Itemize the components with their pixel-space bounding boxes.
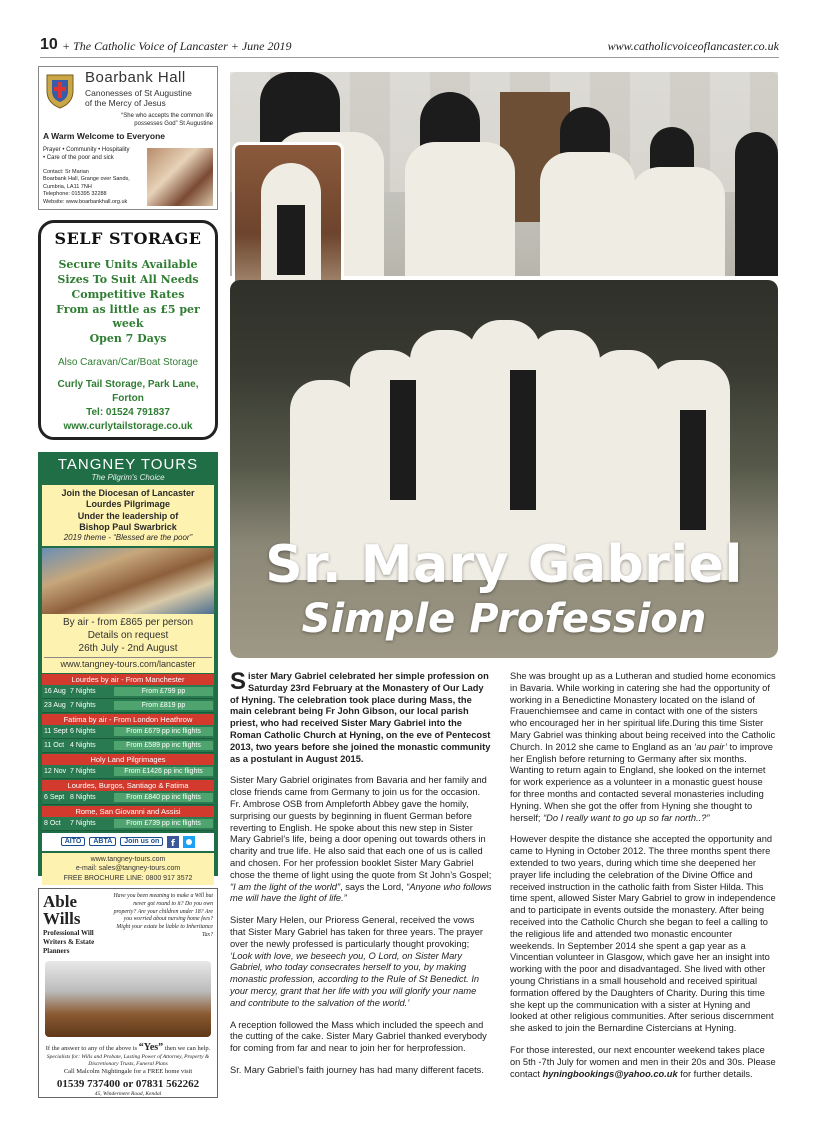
boarbank-subtitle	[85, 88, 192, 108]
tour-row[interactable]	[42, 725, 214, 739]
subtitle-line: of the Mercy of Jesus	[85, 98, 166, 109]
boarbank-hall-ad[interactable]	[38, 66, 218, 210]
boarbank-contact	[43, 169, 153, 206]
tour-section-heading: Lourdes, Burgos, Santiago & Fatima	[42, 780, 214, 791]
article-column-1	[230, 668, 492, 1087]
tangney-lancaster-link[interactable]: www.tangney-tours.com/lancaster	[44, 657, 212, 671]
social-join-label: Join us on	[120, 837, 163, 846]
crest-icon	[43, 71, 77, 109]
storage-address: Forton	[112, 393, 144, 405]
price-box	[42, 614, 214, 673]
contact-line: Boarbank Hall, Grange over Sands,	[43, 176, 130, 183]
tour-date: 11 Sept	[44, 727, 68, 735]
footer-brochure: FREE BROCHURE LINE: 0800 917 3572	[63, 874, 193, 882]
paragraph: Sr. Mary Gabriel’s faith journey has had many different facets.	[230, 1064, 484, 1075]
storage-line: Competitive Rates	[71, 287, 185, 301]
para-quote: “Anyone who follows me will have the light of life.”	[230, 881, 492, 904]
specialists: Specialists for: Wills and Probate, Lasting Power of Attorney, Property & Discretionary Trusts, Funeral Plans	[46, 1054, 210, 1068]
tour-nights: 7 Nights	[70, 767, 96, 775]
facebook-icon[interactable]	[167, 836, 179, 848]
scapular	[390, 380, 416, 500]
contact-line: Cumbria, LA11 7NH	[43, 183, 92, 190]
box-line: Join the Diocesan of Lancaster	[61, 488, 195, 498]
tour-row[interactable]	[42, 765, 214, 779]
website-link[interactable]: www.catholicvoiceoflancaster.co.uk	[607, 39, 779, 53]
accreditation-logos	[42, 833, 214, 851]
tour-date: 12 Nov	[44, 767, 67, 775]
tangney-logo: TANGNEY TOURS	[57, 456, 199, 473]
lead-text: ister Mary Gabriel celebrated her simple profession on Saturday 23rd February at the Monastery of Our Lady of Hyning. The celebration took place during Mass, the main celebrant being Fr John Gibson, our local parish priest, who had received Sister Mary Gabriel into the Roman Catholic Church at Hyning, on the eve of Pentecost 2013, two years before she joined the monastic community as a postulant in August 2015.	[230, 671, 491, 764]
boarbank-interior-photo	[147, 148, 213, 206]
tangney-footer	[42, 853, 214, 885]
tour-price: From £589 pp inc flights	[114, 741, 213, 750]
boarbank-quote: “She who accepts the common life possesses God” St Augustine	[121, 113, 213, 127]
tour-date: 6 Sept	[44, 793, 65, 801]
para-text: For those interested, our next encounter weekend takes place on 5th -7th July for women and men in their 20s and 30s. Please contact	[510, 1044, 776, 1079]
boarbank-welcome: A Warm Welcome to Everyone	[43, 131, 166, 141]
para-text: She was brought up as a Lutheran and studied home economics in Bavaria. While working in catering she had the opportunity of working in a Benedictine Monastery located on the island of Frauenchiemsee and came in contact with one of the sisters who encouraged her in her spiritual life.During this time Sister Mary Gabriel was thinking about being received into the Catholic Church. In 2012 she came to England as an	[510, 671, 776, 752]
tour-row[interactable]	[42, 699, 214, 713]
para-text: , says the Lord,	[340, 881, 407, 892]
tour-row[interactable]	[42, 817, 214, 831]
values-line: Prayer • Community • Hospitality	[43, 147, 130, 153]
tour-nights: 4 Nights	[70, 741, 96, 749]
article-title: Sr. Mary Gabriel	[265, 535, 743, 595]
tour-price: From £799 pp	[114, 687, 213, 696]
able-wills-subtitle: Professional Will Writers & Estate Planners	[43, 929, 95, 955]
paragraph: A reception followed the Mass which included the speech and the cutting of the cake. Sister Mary Gabriel thanked everybody for coming from far and near to join her for herprofession.	[230, 1019, 487, 1054]
boarbank-values	[43, 146, 143, 163]
call-line: Call Malcolm Nightingale for a FREE home visit	[63, 1068, 193, 1076]
storage-phone: Tel: 01524 791837	[86, 407, 170, 419]
box-theme: 2019 theme - “Blessed are the poor”	[63, 533, 193, 542]
tour-section-heading: Holy Land Pilgrimages	[42, 754, 214, 765]
tour-section-heading: Fatima by air - From London Heathrow	[42, 714, 214, 725]
publication-name: + The Catholic Voice of Lancaster + June 2019	[62, 39, 292, 53]
page-number: 10	[40, 36, 58, 53]
tour-date: 16 Aug	[44, 687, 66, 695]
article-column-2	[510, 671, 776, 1090]
storage-line: Sizes To Suit All Needs	[57, 272, 199, 286]
tour-price: From £1426 pp inc flights	[114, 767, 213, 776]
address: 45, Windermere Road, Kendal	[94, 1091, 162, 1098]
tour-nights: 7 Nights	[70, 687, 96, 695]
footer-web[interactable]: www.tangney-tours.com	[90, 855, 166, 863]
contact-line: Telephone: 015395 32288	[43, 191, 107, 198]
tour-row[interactable]	[42, 739, 214, 753]
storage-line: From as little as £5 per week	[56, 302, 200, 331]
self-storage-ad[interactable]	[38, 220, 218, 440]
storage-website[interactable]: www.curlytailstorage.co.uk	[63, 421, 193, 433]
box-line: Under the leadership of	[77, 510, 179, 521]
paragraph	[230, 915, 492, 1009]
tour-price: From £819 pp	[114, 701, 213, 710]
scapular	[277, 205, 305, 275]
tour-section-heading: Lourdes by air - From Manchester	[42, 674, 214, 685]
answer-pre: If the answer to any of the above is	[45, 1045, 138, 1052]
tour-price: From £739 pp inc flights	[114, 819, 213, 828]
tour-date: 11 Oct	[44, 741, 65, 749]
answer-post: then we can help.	[164, 1045, 211, 1052]
able-wills-ad[interactable]	[38, 888, 218, 1098]
tour-list	[42, 674, 214, 831]
storage-line: Open 7 Days	[89, 332, 167, 346]
able-wills-contact	[43, 1041, 213, 1098]
paragraph	[230, 775, 492, 905]
pen-and-inkwell-image	[45, 961, 211, 1037]
tangney-tours-ad[interactable]	[38, 452, 218, 882]
tour-date: 23 Aug	[44, 701, 66, 709]
boarbank-title: Boarbank Hall	[85, 69, 186, 86]
storage-line: Secure Units Available	[58, 258, 198, 271]
tour-price: From £679 pp inc flights	[114, 727, 213, 736]
storage-also: Also Caravan/Car/Boat Storage	[57, 357, 199, 369]
scapular	[510, 370, 536, 510]
paragraph	[510, 1045, 776, 1080]
box-line: Bishop Paul Swarbrick	[79, 521, 177, 532]
tour-nights: 8 Nights	[70, 793, 96, 801]
aito-logo: AITO	[61, 837, 86, 846]
paragraph: However despite the distance she accepted the opportunity and came to Hyning in October 2012. The three months spent there extended to two years, during which time she deepened her prayer life including the celebration of the Divine Office and received instruction in the catholic faith from Sister Hilda. This time spent, allowed Sister Mary Gabriel to grow in independence and to participate in events outside the monastery. After being received into the Catholic Church she began to feel a calling to the religious life and attended two monastic encounter weekends. In September 2014 she spent a gap year as a Vincentian volunteer in Glasgow, which gave her an insight into working with the poor and disadvantaged. She lived with other young Christians in a small household and received spiritual formation offered by the Daughters of Charity. During this time she kept up the communication with a sister at Hyning and looked at other religious communities. After serious discernment she asked to join the Bernardine Cistercians at Hyning.	[510, 834, 776, 1034]
para-text: Sister Mary Helen, our Prioress General, received the vows that Sister Mary Gabriel has taken for three years. The prayer over the newly professed is particularly thought provoking;	[230, 915, 484, 949]
nun-figure	[650, 127, 694, 171]
tour-row[interactable]	[42, 791, 214, 805]
para-quote: “Do I really want to go up so far north..?”	[543, 812, 710, 823]
contact-line: Contact: Sr Marian	[43, 169, 89, 175]
para-text: Sister Mary Gabriel originates from Bavaria and her family and close friends came from Germany to join us for the occasion. Fr. Ambrose OSB from Ampleforth Abbey gave the homily, surprising our guests by beginning in fluent German before reverting to English. He spoke about this new step in Sister Mary Gabriel’s life, being a door opening out towards others in charity and true life. He also said that each one of us is called and chosen. For her profession booklet Sister Mary Gabriel chose the theme of light using the quote from St John’s Gospel;	[230, 775, 492, 880]
drop-cap: S	[230, 668, 247, 695]
price-line: 26th July - 2nd August	[78, 643, 178, 654]
values-line: • Care of the poor and sick	[43, 155, 114, 162]
tour-date: 8 Oct	[44, 819, 61, 827]
para-quote: ‘au pair’	[694, 741, 727, 752]
nun-figure	[405, 142, 515, 276]
svg-text:f: f	[171, 838, 176, 849]
tour-price: From £840 pp inc flights	[114, 793, 213, 802]
nun-figure	[540, 152, 635, 276]
contact-email-link[interactable]: hyningbookings@yahoo.co.uk	[542, 1068, 678, 1079]
answer-line	[43, 1041, 213, 1054]
twitter-icon[interactable]	[183, 836, 195, 848]
lead-paragraph	[230, 668, 492, 765]
nun-figure	[735, 132, 778, 276]
article-subtitle: Simple Profession	[301, 596, 707, 642]
abta-logo: ABTA	[89, 837, 116, 846]
footer-email[interactable]: e-mail: sales@tangney-tours.com	[75, 865, 181, 873]
title-line: Wills	[43, 909, 81, 928]
para-text: for further details.	[677, 1068, 753, 1079]
tour-row[interactable]	[42, 685, 214, 699]
tour-nights: 7 Nights	[70, 819, 96, 827]
pilgrimage-photo	[42, 548, 214, 614]
price-line: Details on request	[87, 630, 169, 641]
nun-figure	[630, 167, 725, 276]
phone-numbers: 01539 737400 or 07831 562262	[56, 1077, 200, 1090]
box-line: Lourdes Pilgrimage	[85, 499, 171, 510]
tour-nights: 6 Nights	[70, 727, 96, 735]
title-line: Able	[43, 892, 77, 911]
tour-nights: 7 Nights	[70, 701, 96, 709]
para-quote: “I am the light of the world”	[230, 881, 341, 892]
price-line: By air - from £865 per person	[62, 617, 194, 628]
page-header	[40, 36, 779, 58]
subtitle-line: Canonesses of St Augustine	[85, 88, 192, 98]
lourdes-pilgrimage-box	[42, 485, 214, 546]
nun-figure	[560, 107, 610, 157]
paragraph	[510, 671, 776, 824]
contact-line[interactable]: Website: www.boarbankhall.org.uk	[43, 198, 128, 205]
para-quote: ‘Look with love, we beseech you, O Lord, on Sister Mary Gabriel, who today consecrates herself to you, by making monastic profession, according to the Rule of St Benedict. In your mercy, grant that her life with you will glorify your name and contribute to the salvation of the world.’	[230, 950, 480, 1008]
answer-yes: “Yes”	[138, 1042, 164, 1053]
para-text: to improve her English before returning to Germany after six months. Wanting to return again to England, she looked on the internet for work experience as a volunteer in a monastic guest house for three months and contacted several monasteries including Hyning. When she got the offer from Hyning she thought to herself;	[510, 741, 773, 823]
scapular	[680, 410, 706, 530]
storage-address: Curly Tail Storage, Park Lane,	[57, 379, 199, 391]
tangney-tagline: The Pilgrim's Choice	[91, 473, 165, 482]
storage-title: SELF STORAGE	[54, 229, 202, 248]
able-wills-questions: Have you been meaning to make a Will but never got round to it? Do you own property? Are your children under 18? Are you worried about nursing home fees? Might your estate be liable to Inheritance Tax?	[113, 893, 213, 939]
tour-section-heading: Rome, San Giovanni and Assisi	[42, 806, 214, 817]
